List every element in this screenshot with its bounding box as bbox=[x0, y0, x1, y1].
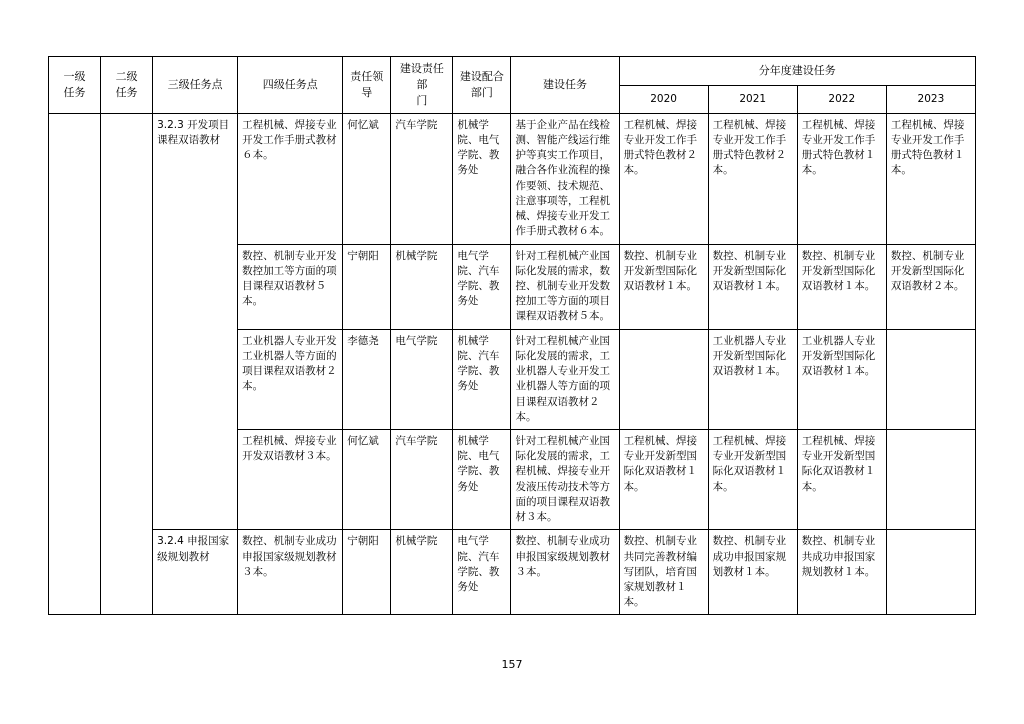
cell-year-2022: 工程机械、焊接专业开发新型国际化双语教材１本。 bbox=[797, 429, 886, 529]
cell-responsible-department: 机械学院 bbox=[391, 244, 453, 329]
cell-year-2023: 工程机械、焊接专业开发工作手册式特色教材１本。 bbox=[886, 113, 975, 244]
cell-leader: 何忆斌 bbox=[343, 429, 391, 529]
cell-leader: 宁朝阳 bbox=[343, 530, 391, 615]
cell-leader: 何忆斌 bbox=[343, 113, 391, 244]
cell-responsible-department: 机械学院 bbox=[391, 530, 453, 615]
cell-year-2021: 工程机械、焊接专业开发新型国际化双语教材１本。 bbox=[708, 429, 797, 529]
cell-year-2021: 数控、机制专业成功申报国家规划教材１本。 bbox=[708, 530, 797, 615]
cell-year-2020: 工程机械、焊接专业开发工作手册式特色教材２本。 bbox=[619, 113, 708, 244]
cell-level2 bbox=[101, 113, 153, 615]
cell-task: 针对工程机械产业国际化发展的需求，工程机械、焊接专业开发液压传动技术等方面的项目课程双语教材３本。 bbox=[511, 429, 619, 529]
header-level2 bbox=[101, 57, 153, 114]
table-body bbox=[49, 113, 976, 615]
cell-year-2022: 工业机器人专业开发新型国际化双语教材１本。 bbox=[797, 329, 886, 429]
cell-level3: 3.2.3 开发项目课程双语教材 bbox=[153, 113, 238, 529]
page-number: 157 bbox=[501, 658, 523, 671]
cell-cooperating-department: 机械学院、汽车学院、教务处 bbox=[453, 329, 511, 429]
cell-task: 数控、机制专业成功申报国家级规划教材３本。 bbox=[511, 530, 619, 615]
header-yearly-tasks: 分年度建设任务 bbox=[619, 57, 975, 86]
header-year-2023: 2023 bbox=[886, 85, 975, 113]
cell-year-2022: 数控、机制专业共成功申报国家规划教材１本。 bbox=[797, 530, 886, 615]
header-resp-dept-line2: 门 bbox=[416, 93, 428, 107]
cell-year-2020: 数控、机制专业开发新型国际化双语教材１本。 bbox=[619, 244, 708, 329]
header-row-1 bbox=[49, 57, 976, 86]
cell-task: 针对工程机械产业国际化发展的需求，工业机器人专业开发工业机器人等方面的项目课程双语教材２本。 bbox=[511, 329, 619, 429]
cell-year-2023 bbox=[886, 429, 975, 529]
cell-year-2023: 数控、机制专业开发新型国际化双语教材２本。 bbox=[886, 244, 975, 329]
header-level2-line1: 二级 bbox=[115, 69, 138, 83]
cell-year-2021: 工程机械、焊接专业开发工作手册式特色教材２本。 bbox=[708, 113, 797, 244]
cell-level4: 数控、机制专业开发数控加工等方面的项目课程双语教材５本。 bbox=[238, 244, 343, 329]
cell-level4: 工业机器人专业开发工业机器人等方面的项目课程双语教材２本。 bbox=[238, 329, 343, 429]
header-responsible-department bbox=[391, 57, 453, 114]
cell-responsible-department: 电气学院 bbox=[391, 329, 453, 429]
task-table-container bbox=[48, 56, 976, 615]
cell-year-2020: 数控、机制专业共同完善教材编写团队，培育国家规划教材１本。 bbox=[619, 530, 708, 615]
cell-year-2023 bbox=[886, 530, 975, 615]
table-header bbox=[49, 57, 976, 114]
header-resp-dept-line1: 建设责任部 bbox=[399, 62, 444, 91]
header-level2-line2: 任务 bbox=[115, 85, 138, 99]
header-leader bbox=[343, 57, 391, 114]
header-year-2021: 2021 bbox=[708, 85, 797, 113]
cell-year-2020 bbox=[619, 329, 708, 429]
cell-year-2020: 工程机械、焊接专业开发新型国际化双语教材１本。 bbox=[619, 429, 708, 529]
header-level1 bbox=[49, 57, 101, 114]
cell-year-2022: 工程机械、焊接专业开发工作手册式特色教材１本。 bbox=[797, 113, 886, 244]
header-leader-line2: 导 bbox=[361, 85, 373, 99]
cell-year-2021: 工业机器人专业开发新型国际化双语教材１本。 bbox=[708, 329, 797, 429]
cell-year-2021: 数控、机制专业开发新型国际化双语教材１本。 bbox=[708, 244, 797, 329]
yearly-construction-task-table bbox=[48, 56, 976, 615]
cell-level4: 工程机械、焊接专业开发工作手册式教材６本。 bbox=[238, 113, 343, 244]
header-coop-dept-line2: 部门 bbox=[470, 85, 493, 99]
header-level4: 四级任务点 bbox=[238, 57, 343, 114]
cell-year-2022: 数控、机制专业开发新型国际化双语教材１本。 bbox=[797, 244, 886, 329]
cell-cooperating-department: 电气学院、汽车学院、教务处 bbox=[453, 244, 511, 329]
header-year-2020: 2020 bbox=[619, 85, 708, 113]
cell-responsible-department: 汽车学院 bbox=[391, 429, 453, 529]
header-coop-dept-line1: 建设配合 bbox=[459, 69, 504, 83]
header-level1-line1: 一级 bbox=[63, 69, 86, 83]
cell-level4: 数控、机制专业成功申报国家级规划教材３本。 bbox=[238, 530, 343, 615]
header-level1-line2: 任务 bbox=[63, 85, 86, 99]
cell-level3: 3.2.4 申报国家级规划教材 bbox=[153, 530, 238, 615]
table-row bbox=[49, 113, 976, 244]
cell-leader: 李德尧 bbox=[343, 329, 391, 429]
header-leader-line1: 责任领 bbox=[350, 69, 384, 83]
header-task: 建设任务 bbox=[511, 57, 619, 114]
cell-responsible-department: 汽车学院 bbox=[391, 113, 453, 244]
cell-task: 针对工程机械产业国际化发展的需求，数控、机制专业开发数控加工等方面的项目课程双语教材５本。 bbox=[511, 244, 619, 329]
cell-year-2023 bbox=[886, 329, 975, 429]
cell-cooperating-department: 机械学院、电气学院、教务处 bbox=[453, 113, 511, 244]
cell-leader: 宁朝阳 bbox=[343, 244, 391, 329]
cell-cooperating-department: 机械学院、电气学院、教务处 bbox=[453, 429, 511, 529]
cell-level4: 工程机械、焊接专业开发双语教材３本。 bbox=[238, 429, 343, 529]
cell-cooperating-department: 电气学院、汽车学院、教务处 bbox=[453, 530, 511, 615]
table-row bbox=[49, 530, 976, 615]
header-year-2022: 2022 bbox=[797, 85, 886, 113]
cell-task: 基于企业产品在线检测、智能产线运行维护等真实工作项目，融合各作业流程的操作要领、技术规范、注意事项等，工程机械、焊接专业开发工作手册式教材６本。 bbox=[511, 113, 619, 244]
header-cooperating-department bbox=[453, 57, 511, 114]
cell-level1 bbox=[49, 113, 101, 615]
header-level3: 三级任务点 bbox=[153, 57, 238, 114]
